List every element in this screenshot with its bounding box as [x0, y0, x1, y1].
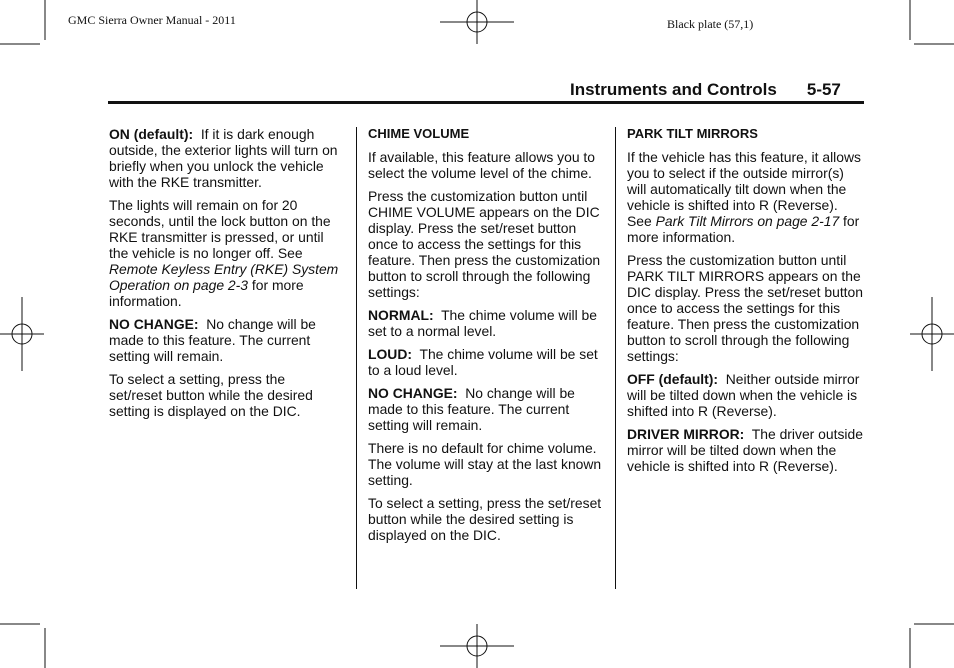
- paragraph-text: If the vehicle has this feature, it allows you to select if the outside mirror(s) will automatically tilt down when the vehicle is shifted into R (Reverse). See: [627, 149, 861, 229]
- column-1: [109, 126, 341, 426]
- cross-reference: Park Tilt Mirrors on page 2-17: [655, 213, 840, 229]
- paragraph: [368, 149, 606, 181]
- paragraph: [109, 316, 341, 364]
- section-header: [570, 80, 841, 100]
- paragraph-text: To select a setting, press the set/reset button while the desired setting is displayed on the DIC.: [109, 371, 313, 419]
- section-heading: CHIME VOLUME: [368, 126, 470, 141]
- paragraph-text: The chime volume will be set to a normal level.: [368, 307, 598, 339]
- paragraph: [627, 426, 863, 474]
- paragraph-text: for more information.: [627, 213, 860, 245]
- registration-target-top: [440, 0, 514, 44]
- paragraph-text: To select a setting, press the set/reset button while the desired setting is displayed on the DIC.: [368, 495, 602, 543]
- paragraph: [368, 188, 606, 300]
- paragraph-text: Press the customization button until PARK TILT MIRRORS appears on the DIC display. Press the set/reset button once to access the settings for this feature. Then press the customization button to scroll through the following settings:: [627, 252, 863, 364]
- section-heading: PARK TILT MIRRORS: [627, 126, 758, 141]
- column-2: [368, 126, 606, 550]
- paragraph-text: The chime volume will be set to a loud level.: [368, 346, 598, 378]
- cross-reference: Remote Keyless Entry (RKE) System Operation on page 2-3: [109, 261, 339, 293]
- column-divider: [356, 127, 357, 589]
- paragraph-text: Neither outside mirror will be tilted down when the vehicle is shifted into R (Reverse).: [627, 371, 860, 419]
- paragraph: [627, 252, 863, 364]
- paragraph: [109, 371, 341, 419]
- paragraph-text: The driver outside mirror will be tilted down when the vehicle is shifted into R (Reverse).: [627, 426, 863, 474]
- paragraph: [109, 126, 341, 190]
- header-rule: [108, 101, 864, 104]
- setting-label: NO CHANGE:: [109, 316, 199, 332]
- setting-label: NORMAL:: [368, 307, 434, 323]
- section-title: Instruments and Controls: [570, 80, 777, 99]
- paragraph: [368, 307, 606, 339]
- plate-label: Black plate (57,1): [667, 17, 754, 31]
- paragraph: [627, 371, 863, 419]
- setting-label: OFF (default):: [627, 371, 719, 387]
- paragraph-text: If it is dark enough outside, the exterior lights will turn on briefly when you unlock the vehicle with the RKE transmitter.: [109, 126, 338, 190]
- paragraph-text: If available, this feature allows you to select the volume level of the chime.: [368, 149, 596, 181]
- paragraph: [627, 149, 863, 245]
- setting-label: DRIVER MIRROR:: [627, 426, 745, 442]
- paragraph: [368, 440, 606, 488]
- setting-label: ON (default):: [109, 126, 194, 142]
- paragraph-text: for more information.: [109, 277, 304, 309]
- page-number: 5-57: [806, 80, 841, 99]
- paragraph-text: Press the customization button until CHIME VOLUME appears on the DIC display. Press the set/reset button once to access the settings for this feature. Then press the customization button to scroll through the following settings:: [368, 188, 601, 300]
- paragraph-text: No change will be made to this feature. The current setting will remain.: [109, 316, 316, 364]
- paragraph: [368, 385, 606, 433]
- column-divider: [615, 127, 616, 589]
- paragraph-text: The lights will remain on for 20 seconds, until the lock button on the RKE transmitter is pressed, or until the vehicle is no longer off. See: [109, 197, 331, 261]
- setting-label: NO CHANGE:: [368, 385, 458, 401]
- paragraph: [109, 197, 341, 309]
- paragraph-text: There is no default for chime volume. The volume will stay at the last known setting.: [368, 440, 602, 488]
- registration-target-left: [0, 297, 44, 371]
- setting-label: LOUD:: [368, 346, 412, 362]
- paragraph: [368, 346, 606, 378]
- manual-title: GMC Sierra Owner Manual - 2011: [68, 13, 236, 27]
- paragraph-text: No change will be made to this feature. The current setting will remain.: [368, 385, 575, 433]
- registration-target-right: [910, 297, 954, 371]
- paragraph: [368, 495, 606, 543]
- registration-target-bottom: [440, 624, 514, 668]
- column-3: [627, 126, 863, 481]
